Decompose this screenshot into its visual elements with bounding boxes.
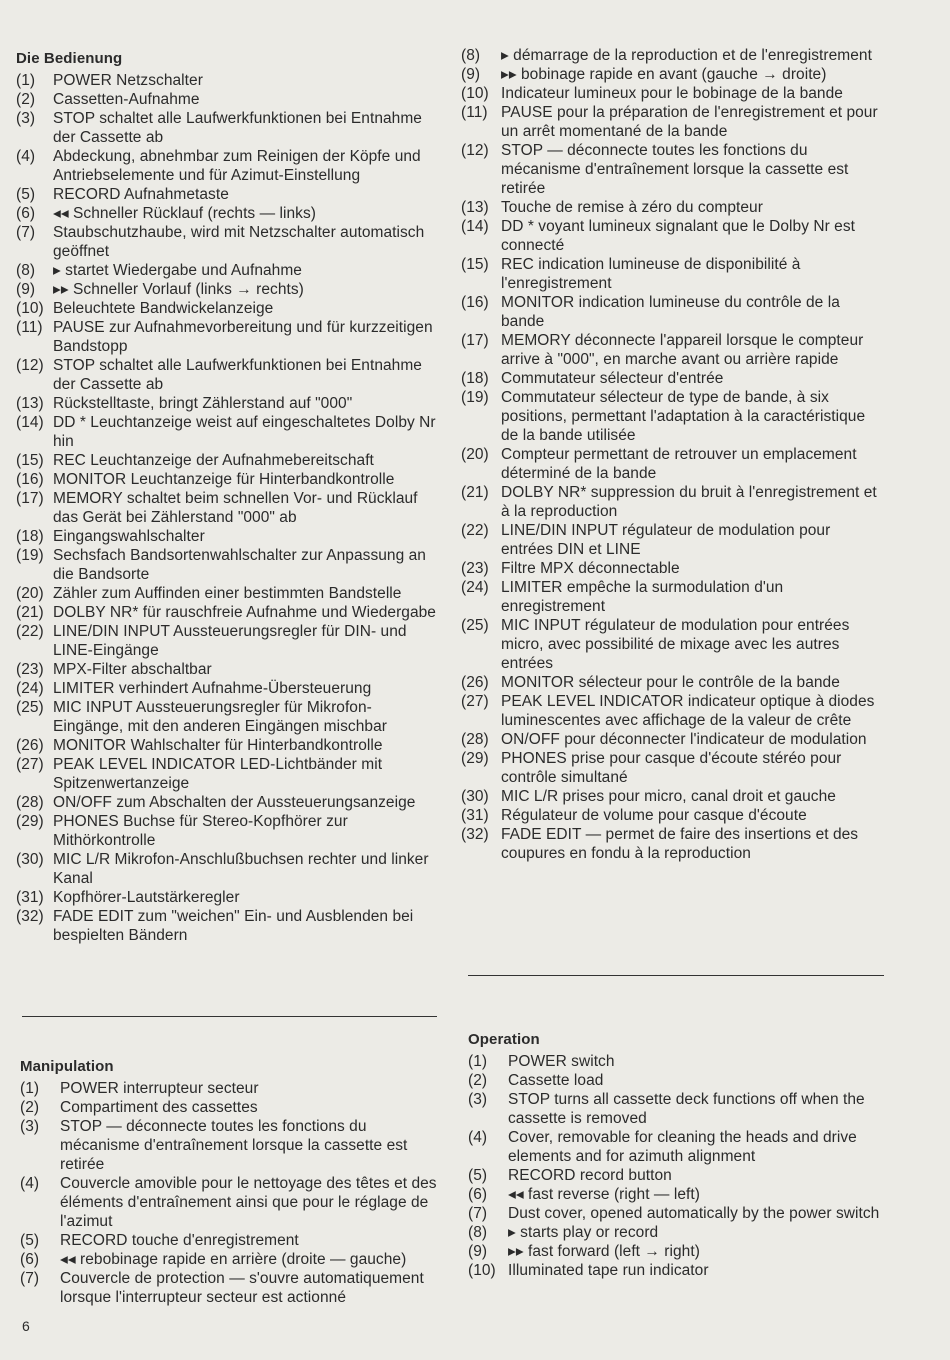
item-text: MONITOR Leuchtanzeige für Hinterbandkontrolle (53, 471, 395, 488)
item-number: (13) (16, 395, 44, 412)
list-item (20, 1098, 445, 1117)
section-heading-german: Die Bedienung (16, 50, 123, 67)
item-text: MIC L/R prises pour micro, canal droit et gauche (501, 788, 836, 805)
item-number: (22) (461, 522, 489, 539)
item-number: (6) (20, 1251, 40, 1268)
item-text: FADE EDIT zum "weichen" Ein- und Ausblenden bei bespielten Bändern (53, 908, 414, 944)
list-item (461, 692, 881, 730)
list-item (461, 388, 881, 445)
item-text: Cassette load (508, 1072, 604, 1089)
item-number: (12) (461, 142, 489, 159)
list-item (461, 46, 881, 65)
item-text: ▸ démarrage de la reproduction et de l'enregistrement (501, 47, 872, 64)
item-number: (7) (20, 1270, 40, 1287)
item-text: Couvercle amovible pour le nettoyage des têtes et des éléments d'entraînement ainsi que pour le réglage de l'azimut (60, 1175, 437, 1230)
item-number: (20) (16, 585, 44, 602)
item-number: (3) (20, 1118, 40, 1135)
french-continued-item-list (461, 46, 881, 863)
item-text: MIC INPUT régulateur de modulation pour entrées micro, avec possibilité de mixage avec les autres entrées (501, 617, 850, 672)
list-item (16, 679, 441, 698)
list-item (461, 84, 881, 103)
item-text: MEMORY déconnecte l'appareil lorsque le compteur arrive à "000", en marche avant ou arrière rapide (501, 332, 864, 368)
item-text: STOP — déconnecte toutes les fonctions du mécanisme d'entraînement lorsque la cassette est retirée (501, 142, 849, 197)
list-item (16, 660, 441, 679)
item-text: PEAK LEVEL INDICATOR LED-Lichtbänder mit Spitzenwertanzeige (53, 756, 383, 792)
item-text: Beleuchtete Bandwickelanzeige (53, 300, 274, 317)
list-item (16, 147, 441, 185)
german-section (16, 49, 441, 945)
section-heading-english: Operation (468, 1031, 540, 1048)
item-text: PHONES prise pour casque d'écoute stéréo pour contrôle simultané (501, 750, 842, 786)
item-number: (1) (468, 1053, 488, 1070)
french-item-list (20, 1079, 445, 1307)
list-item (468, 1185, 898, 1204)
item-number: (11) (16, 319, 43, 336)
item-text: DD * Leuchtanzeige weist auf eingeschaltetes Dolby Nr hin (53, 414, 436, 450)
item-number: (32) (461, 826, 489, 843)
item-number: (11) (461, 104, 488, 121)
item-number: (19) (16, 547, 44, 564)
list-item (16, 584, 441, 603)
list-item (461, 369, 881, 388)
item-text: POWER switch (508, 1053, 615, 1070)
item-number: (30) (16, 851, 44, 868)
item-text: Compteur permettant de retrouver un emplacement déterminé de la bande (501, 446, 857, 482)
item-number: (31) (16, 889, 44, 906)
item-text: ◂◂ fast reverse (right — left) (508, 1186, 700, 1203)
item-number: (5) (468, 1167, 488, 1184)
item-text: POWER interrupteur secteur (60, 1080, 259, 1097)
list-item (16, 318, 441, 356)
item-number: (18) (461, 370, 489, 387)
item-text: Cassetten-Aufnahme (53, 91, 200, 108)
list-item (16, 812, 441, 850)
list-item (20, 1250, 445, 1269)
item-text: DOLBY NR* für rauschfreie Aufnahme und Wiedergabe (53, 604, 436, 621)
item-text: Illuminated tape run indicator (508, 1262, 709, 1279)
list-item (16, 527, 441, 546)
item-text: REC Leuchtanzeige der Aufnahmebereitschaft (53, 452, 374, 469)
item-number: (2) (20, 1099, 40, 1116)
list-item (461, 293, 881, 331)
item-number: (26) (16, 737, 44, 754)
item-number: (27) (461, 693, 489, 710)
item-text: ▸▸ bobinage rapide en avant (gauche → droite) (501, 66, 827, 83)
list-item (461, 331, 881, 369)
item-number: (23) (461, 560, 489, 577)
item-text: ▸ starts play or record (508, 1224, 659, 1241)
item-text: Compartiment des cassettes (60, 1099, 258, 1116)
item-text: REC indication lumineuse de disponibilité à l'enregistrement (501, 256, 801, 292)
item-text: ON/OFF pour déconnecter l'indicateur de modulation (501, 731, 867, 748)
item-text: STOP turns all cassette deck functions off when the cassette is removed (508, 1091, 865, 1127)
item-text: Sechsfach Bandsortenwahlschalter zur Anpassung an die Bandsorte (53, 547, 426, 583)
list-item (16, 850, 441, 888)
item-text: ◂◂ Schneller Rücklauf (rechts — links) (53, 205, 316, 222)
list-item (16, 71, 441, 90)
item-number: (8) (16, 262, 36, 279)
item-number: (29) (461, 750, 489, 767)
list-item (16, 299, 441, 318)
list-item (468, 1223, 898, 1242)
item-number: (24) (16, 680, 44, 697)
list-item (461, 559, 881, 578)
item-text: Abdeckung, abnehmbar zum Reinigen der Köpfe und Antriebselemente und für Azimut-Einstellung (53, 148, 421, 184)
item-number: (10) (461, 85, 489, 102)
item-number: (16) (16, 471, 44, 488)
german-item-list (16, 71, 441, 945)
item-number: (10) (16, 300, 44, 317)
item-text: ◂◂ rebobinage rapide en arrière (droite — gauche) (60, 1251, 407, 1268)
item-number: (15) (461, 256, 489, 273)
item-number: (4) (20, 1175, 40, 1192)
item-number: (3) (16, 110, 36, 127)
list-item (461, 445, 881, 483)
item-text: Rückstelltaste, bringt Zählerstand auf "000" (53, 395, 353, 412)
item-text: Zähler zum Auffinden einer bestimmten Bandstelle (53, 585, 402, 602)
item-text: MPX-Filter abschaltbar (53, 661, 212, 678)
item-number: (20) (461, 446, 489, 463)
list-item (461, 578, 881, 616)
item-text: LIMITER empêche la surmodulation d'un enregistrement (501, 579, 784, 615)
item-number: (8) (461, 47, 481, 64)
divider-rule-right (468, 975, 884, 976)
item-number: (28) (16, 794, 44, 811)
item-number: (19) (461, 389, 489, 406)
list-item (16, 356, 441, 394)
item-number: (1) (20, 1080, 40, 1097)
item-number: (14) (461, 218, 489, 235)
item-number: (27) (16, 756, 44, 773)
list-item (16, 698, 441, 736)
english-item-list (468, 1052, 898, 1280)
list-item (461, 217, 881, 255)
list-item (20, 1174, 445, 1231)
list-item (461, 673, 881, 692)
list-item (461, 483, 881, 521)
item-number: (18) (16, 528, 44, 545)
item-number: (21) (16, 604, 44, 621)
item-text: Couvercle de protection — s'ouvre automatiquement lorsque l'interrupteur secteur est actionné (60, 1270, 424, 1306)
item-text: STOP schaltet alle Laufwerkfunktionen bei Entnahme der Cassette ab (53, 110, 422, 146)
item-text: ▸▸ Schneller Vorlauf (links → rechts) (53, 281, 304, 298)
item-number: (5) (20, 1232, 40, 1249)
item-number: (17) (16, 490, 44, 507)
list-item (468, 1261, 898, 1280)
list-item (461, 806, 881, 825)
list-item (16, 546, 441, 584)
list-item (468, 1071, 898, 1090)
list-item (16, 888, 441, 907)
item-text: Régulateur de volume pour casque d'écoute (501, 807, 807, 824)
item-number: (4) (16, 148, 36, 165)
item-number: (25) (16, 699, 44, 716)
item-number: (8) (468, 1224, 488, 1241)
list-item (461, 103, 881, 141)
list-item (461, 65, 881, 84)
item-text: DOLBY NR* suppression du bruit à l'enregistrement et à la reproduction (501, 484, 877, 520)
item-number: (9) (468, 1243, 488, 1260)
list-item (461, 141, 881, 198)
item-text: ▸▸ fast forward (left → right) (508, 1243, 700, 1260)
item-number: (15) (16, 452, 44, 469)
item-number: (31) (461, 807, 489, 824)
item-number: (1) (16, 72, 36, 89)
item-text: RECORD record button (508, 1167, 672, 1184)
list-item (468, 1204, 898, 1223)
item-number: (3) (468, 1091, 488, 1108)
item-text: Kopfhörer-Lautstärkeregler (53, 889, 240, 906)
list-item (16, 261, 441, 280)
item-number: (6) (468, 1186, 488, 1203)
item-text: Indicateur lumineux pour le bobinage de la bande (501, 85, 843, 102)
list-item (16, 793, 441, 812)
item-text: RECORD touche d'enregistrement (60, 1232, 299, 1249)
list-item (16, 451, 441, 470)
list-item (461, 198, 881, 217)
item-text: Staubschutzhaube, wird mit Netzschalter automatisch geöffnet (53, 224, 425, 260)
item-text: ▸ startet Wiedergabe und Aufnahme (53, 262, 302, 279)
item-number: (32) (16, 908, 44, 925)
item-text: MEMORY schaltet beim schnellen Vor- und Rücklauf das Gerät bei Zählerstand "000" ab (53, 490, 418, 526)
item-number: (30) (461, 788, 489, 805)
item-number: (2) (16, 91, 36, 108)
list-item (16, 470, 441, 489)
item-number: (26) (461, 674, 489, 691)
item-text: Commutateur sélecteur de type de bande, à six positions, permettant l'adaptation à la caractéristique de la bande utilisée (501, 389, 866, 444)
divider-rule-left (22, 1016, 437, 1017)
list-item (16, 622, 441, 660)
item-text: Filtre MPX déconnectable (501, 560, 680, 577)
item-text: PAUSE pour la préparation de l'enregistrement et pour un arrêt momentané de la bande (501, 104, 878, 140)
item-text: MONITOR sélecteur pour le contrôle de la bande (501, 674, 840, 691)
english-section (468, 1030, 898, 1280)
item-number: (12) (16, 357, 44, 374)
item-number: (9) (461, 66, 481, 83)
item-number: (4) (468, 1129, 488, 1146)
item-text: LIMITER verhindert Aufnahme-Übersteuerung (53, 680, 372, 697)
item-text: LINE/DIN INPUT Aussteuerungsregler für DIN- und LINE-Eingänge (53, 623, 407, 659)
list-item (461, 616, 881, 673)
section-heading-french: Manipulation (20, 1058, 114, 1075)
list-item (16, 413, 441, 451)
list-item (16, 185, 441, 204)
item-number: (9) (16, 281, 36, 298)
item-number: (14) (16, 414, 44, 431)
list-item (20, 1269, 445, 1307)
item-number: (23) (16, 661, 44, 678)
list-item (16, 394, 441, 413)
item-text: Eingangswahlschalter (53, 528, 205, 545)
list-item (16, 603, 441, 622)
item-text: DD * voyant lumineux signalant que le Dolby Nr est connecté (501, 218, 856, 254)
list-item (20, 1117, 445, 1174)
list-item (468, 1052, 898, 1071)
item-number: (28) (461, 731, 489, 748)
list-item (468, 1128, 898, 1166)
list-item (16, 280, 441, 299)
item-text: MIC INPUT Aussteuerungsregler für Mikrofon-Eingänge, mit den anderen Eingängen mischbar (53, 699, 387, 735)
list-item (461, 787, 881, 806)
list-item (20, 1231, 445, 1250)
item-text: LINE/DIN INPUT régulateur de modulation pour entrées DIN et LINE (501, 522, 831, 558)
list-item (16, 736, 441, 755)
item-number: (17) (461, 332, 489, 349)
item-text: MIC L/R Mikrofon-Anschlußbuchsen rechter und linker Kanal (53, 851, 429, 887)
item-number: (24) (461, 579, 489, 596)
list-item (16, 755, 441, 793)
item-text: STOP schaltet alle Laufwerkfunktionen bei Entnahme der Cassette ab (53, 357, 422, 393)
list-item (20, 1079, 445, 1098)
list-item (461, 521, 881, 559)
list-item (461, 730, 881, 749)
item-text: Touche de remise à zéro du compteur (501, 199, 763, 216)
list-item (16, 223, 441, 261)
item-text: POWER Netzschalter (53, 72, 203, 89)
item-number: (2) (468, 1072, 488, 1089)
item-number: (5) (16, 186, 36, 203)
item-number: (25) (461, 617, 489, 634)
item-text: Commutateur sélecteur d'entrée (501, 370, 724, 387)
french-section (20, 1057, 445, 1307)
list-item (468, 1166, 898, 1185)
list-item (461, 255, 881, 293)
item-number: (13) (461, 199, 489, 216)
french-continued-section (461, 46, 881, 863)
item-number: (29) (16, 813, 44, 830)
item-text: PHONES Buchse für Stereo-Kopfhörer zur Mithörkontrolle (53, 813, 348, 849)
item-text: Dust cover, opened automatically by the power switch (508, 1205, 880, 1222)
list-item (16, 204, 441, 223)
item-number: (7) (468, 1205, 488, 1222)
list-item (16, 109, 441, 147)
list-item (468, 1090, 898, 1128)
item-text: RECORD Aufnahmetaste (53, 186, 229, 203)
item-number: (10) (468, 1262, 496, 1279)
item-number: (6) (16, 205, 36, 222)
item-number: (16) (461, 294, 489, 311)
item-number: (21) (461, 484, 489, 501)
item-text: FADE EDIT — permet de faire des insertions et des coupures en fondu à la reproduction (501, 826, 859, 862)
item-number: (22) (16, 623, 44, 640)
item-text: MONITOR indication lumineuse du contrôle de la bande (501, 294, 840, 330)
item-text: STOP — déconnecte toutes les fonctions du mécanisme d'entraînement lorsque la cassette est retirée (60, 1118, 408, 1173)
list-item (16, 90, 441, 109)
list-item (16, 907, 441, 945)
item-text: PEAK LEVEL INDICATOR indicateur optique à diodes luminescentes avec affichage de la valeur de crête (501, 693, 875, 729)
list-item (468, 1242, 898, 1261)
list-item (16, 489, 441, 527)
list-item (461, 749, 881, 787)
item-text: PAUSE zur Aufnahmevorbereitung und für kurzzeitigen Bandstopp (53, 319, 433, 355)
list-item (461, 825, 881, 863)
page-number: 6 (22, 1318, 30, 1334)
item-text: ON/OFF zum Abschalten der Aussteuerungsanzeige (53, 794, 416, 811)
item-number: (7) (16, 224, 36, 241)
item-text: MONITOR Wahlschalter für Hinterbandkontrolle (53, 737, 383, 754)
item-text: Cover, removable for cleaning the heads and drive elements and for azimuth alignment (508, 1129, 857, 1165)
